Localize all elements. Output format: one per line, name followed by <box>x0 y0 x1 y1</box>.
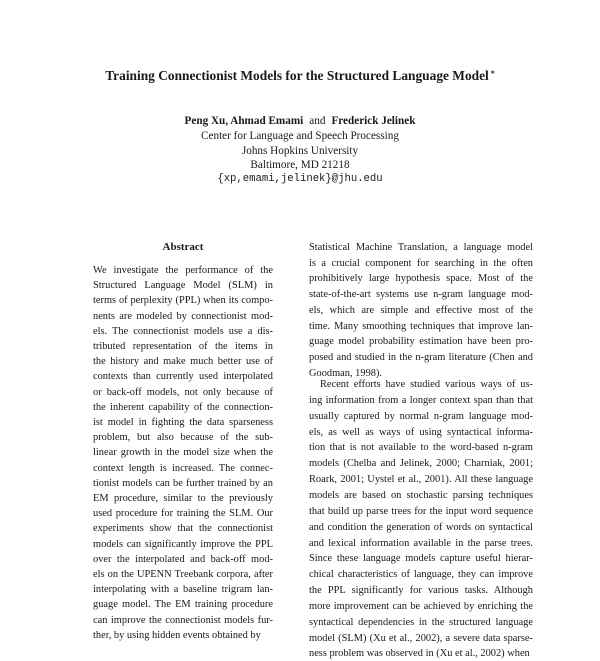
body-line: tion that is not available to the word-based n-gram <box>309 442 533 454</box>
abstract-heading: Abstract <box>162 241 204 253</box>
body-line: and lexical information available in the parse trees. <box>309 537 533 549</box>
abstract-line: tionist models can be further trained by an <box>93 477 273 489</box>
abstract-line: contexts than currently used interpolated <box>93 371 273 383</box>
body-line: ness problem was observed in (Xu et al., 2002) when <box>309 648 530 660</box>
body-line: prohibitively large hypothesis space. Most of the <box>309 273 533 285</box>
abstract-line: nents are modeled by connectionist mod- <box>93 310 273 322</box>
abstract-line: problem, but also because of the sub- <box>93 432 273 444</box>
abstract-line: over the interpolated and back-off mod- <box>93 553 273 565</box>
abstract-line: tributed representation of the items in <box>93 341 273 352</box>
body-line: posed and studied in the n-gram literature (Chen and <box>309 351 533 363</box>
body-line: els, as well as ways of using syntactical informa- <box>309 426 533 438</box>
abstract-line: experiments show that the connectionist <box>93 523 273 535</box>
body-line: els, which are simple and effective most of the <box>309 304 533 316</box>
body-line: usually captured by normal n-gram language mod- <box>309 410 533 422</box>
paper-title <box>0 65 600 84</box>
affiliation-university: Johns Hopkins University <box>241 145 359 157</box>
body-line: Statistical Machine Translation, a language model <box>309 242 533 253</box>
abstract-line: linear growth in the model size when the <box>93 447 273 459</box>
abstract-line: used procedure for training the SLM. Our <box>93 508 273 520</box>
author-line <box>0 114 600 129</box>
body-line: Roark, 2001; Uystel et al., 2001). All these language <box>309 474 533 486</box>
paper-title-text: Training Connectionist Models for the Structured Language Model <box>105 68 489 83</box>
body-line: Since these language models capture useful hierar- <box>309 553 533 565</box>
body-line: Recent efforts have studied various ways of us- <box>320 379 533 390</box>
affiliation-address: Baltimore, MD 21218 <box>250 159 350 171</box>
author-last-name: Frederick Jelinek <box>331 115 416 127</box>
abstract-line: or back-off models, not only because of <box>93 386 273 398</box>
abstract-line: context length is increased. The connec- <box>93 462 273 474</box>
body-line: is a crucial component for searching in the often <box>309 257 533 269</box>
abstract-line: ther, by using hidden events obtained by <box>93 629 261 641</box>
abstract-line: ist model in fighting the data sparseness <box>93 417 273 428</box>
abstract-line: the inherent capability of the connection- <box>93 401 273 413</box>
abstract-line: els on the UPENN Treebank corpora, after <box>93 569 273 580</box>
body-line: state-of-the-art systems use n-gram language mod- <box>309 289 533 301</box>
body-line: model (SLM) (Xu et al., 2002), a severe data sparse- <box>309 632 533 644</box>
body-line: and condition the generation of words on syntactical <box>309 521 533 533</box>
body-line: Goodman, 1998). <box>309 367 383 379</box>
body-line: guage model probability estimation have been pro- <box>309 336 533 348</box>
body-line: more improvement can be achieved by enriching the <box>309 600 533 612</box>
body-line: chical characteristics of language, they can improve <box>309 569 533 581</box>
body-line: models (Chelba and Jelinek, 2000; Charniak, 2001; <box>309 458 533 470</box>
abstract-line: interpolating with a baseline trigram lan- <box>93 584 273 596</box>
body-line: models are based on stochastic parsing techniques <box>309 489 533 501</box>
abstract-line: can improve the connectionist models fur- <box>93 614 273 626</box>
author-conjunction: and <box>309 115 326 127</box>
abstract-line: Structured Language Model (SLM) in <box>93 280 273 292</box>
abstract-line: EM procedure, similar to the previously <box>93 493 273 504</box>
abstract-line: the history and make much better use of <box>93 356 273 368</box>
author-names: Peng Xu, Ahmad Emami <box>184 115 304 127</box>
abstract-line: models can significantly improve the PPL <box>93 538 273 550</box>
body-line: the PPL significantly for various tasks. Although <box>309 585 533 597</box>
body-line: syntactical dependencies in the structured language <box>309 616 533 628</box>
title-footnote-mark: * <box>490 69 495 78</box>
body-line: ing information from a longer context span than that <box>309 394 533 406</box>
author-email: {xp,emami,jelinek}@jhu.edu <box>217 173 383 185</box>
affiliation-center: Center for Language and Speech Processing <box>201 130 399 142</box>
abstract-line: We investigate the performance of the <box>93 265 273 276</box>
abstract-line: guage model. The EM training procedure <box>93 599 273 611</box>
body-line: that build up parse trees for the input word sequence <box>309 505 533 517</box>
body-line: time. Many smoothing techniques that improve lan- <box>309 320 533 332</box>
abstract-line: terms of perplexity (PPL) when its compo- <box>93 295 273 307</box>
abstract-line: els. The connectionist models use a dis- <box>93 325 273 337</box>
